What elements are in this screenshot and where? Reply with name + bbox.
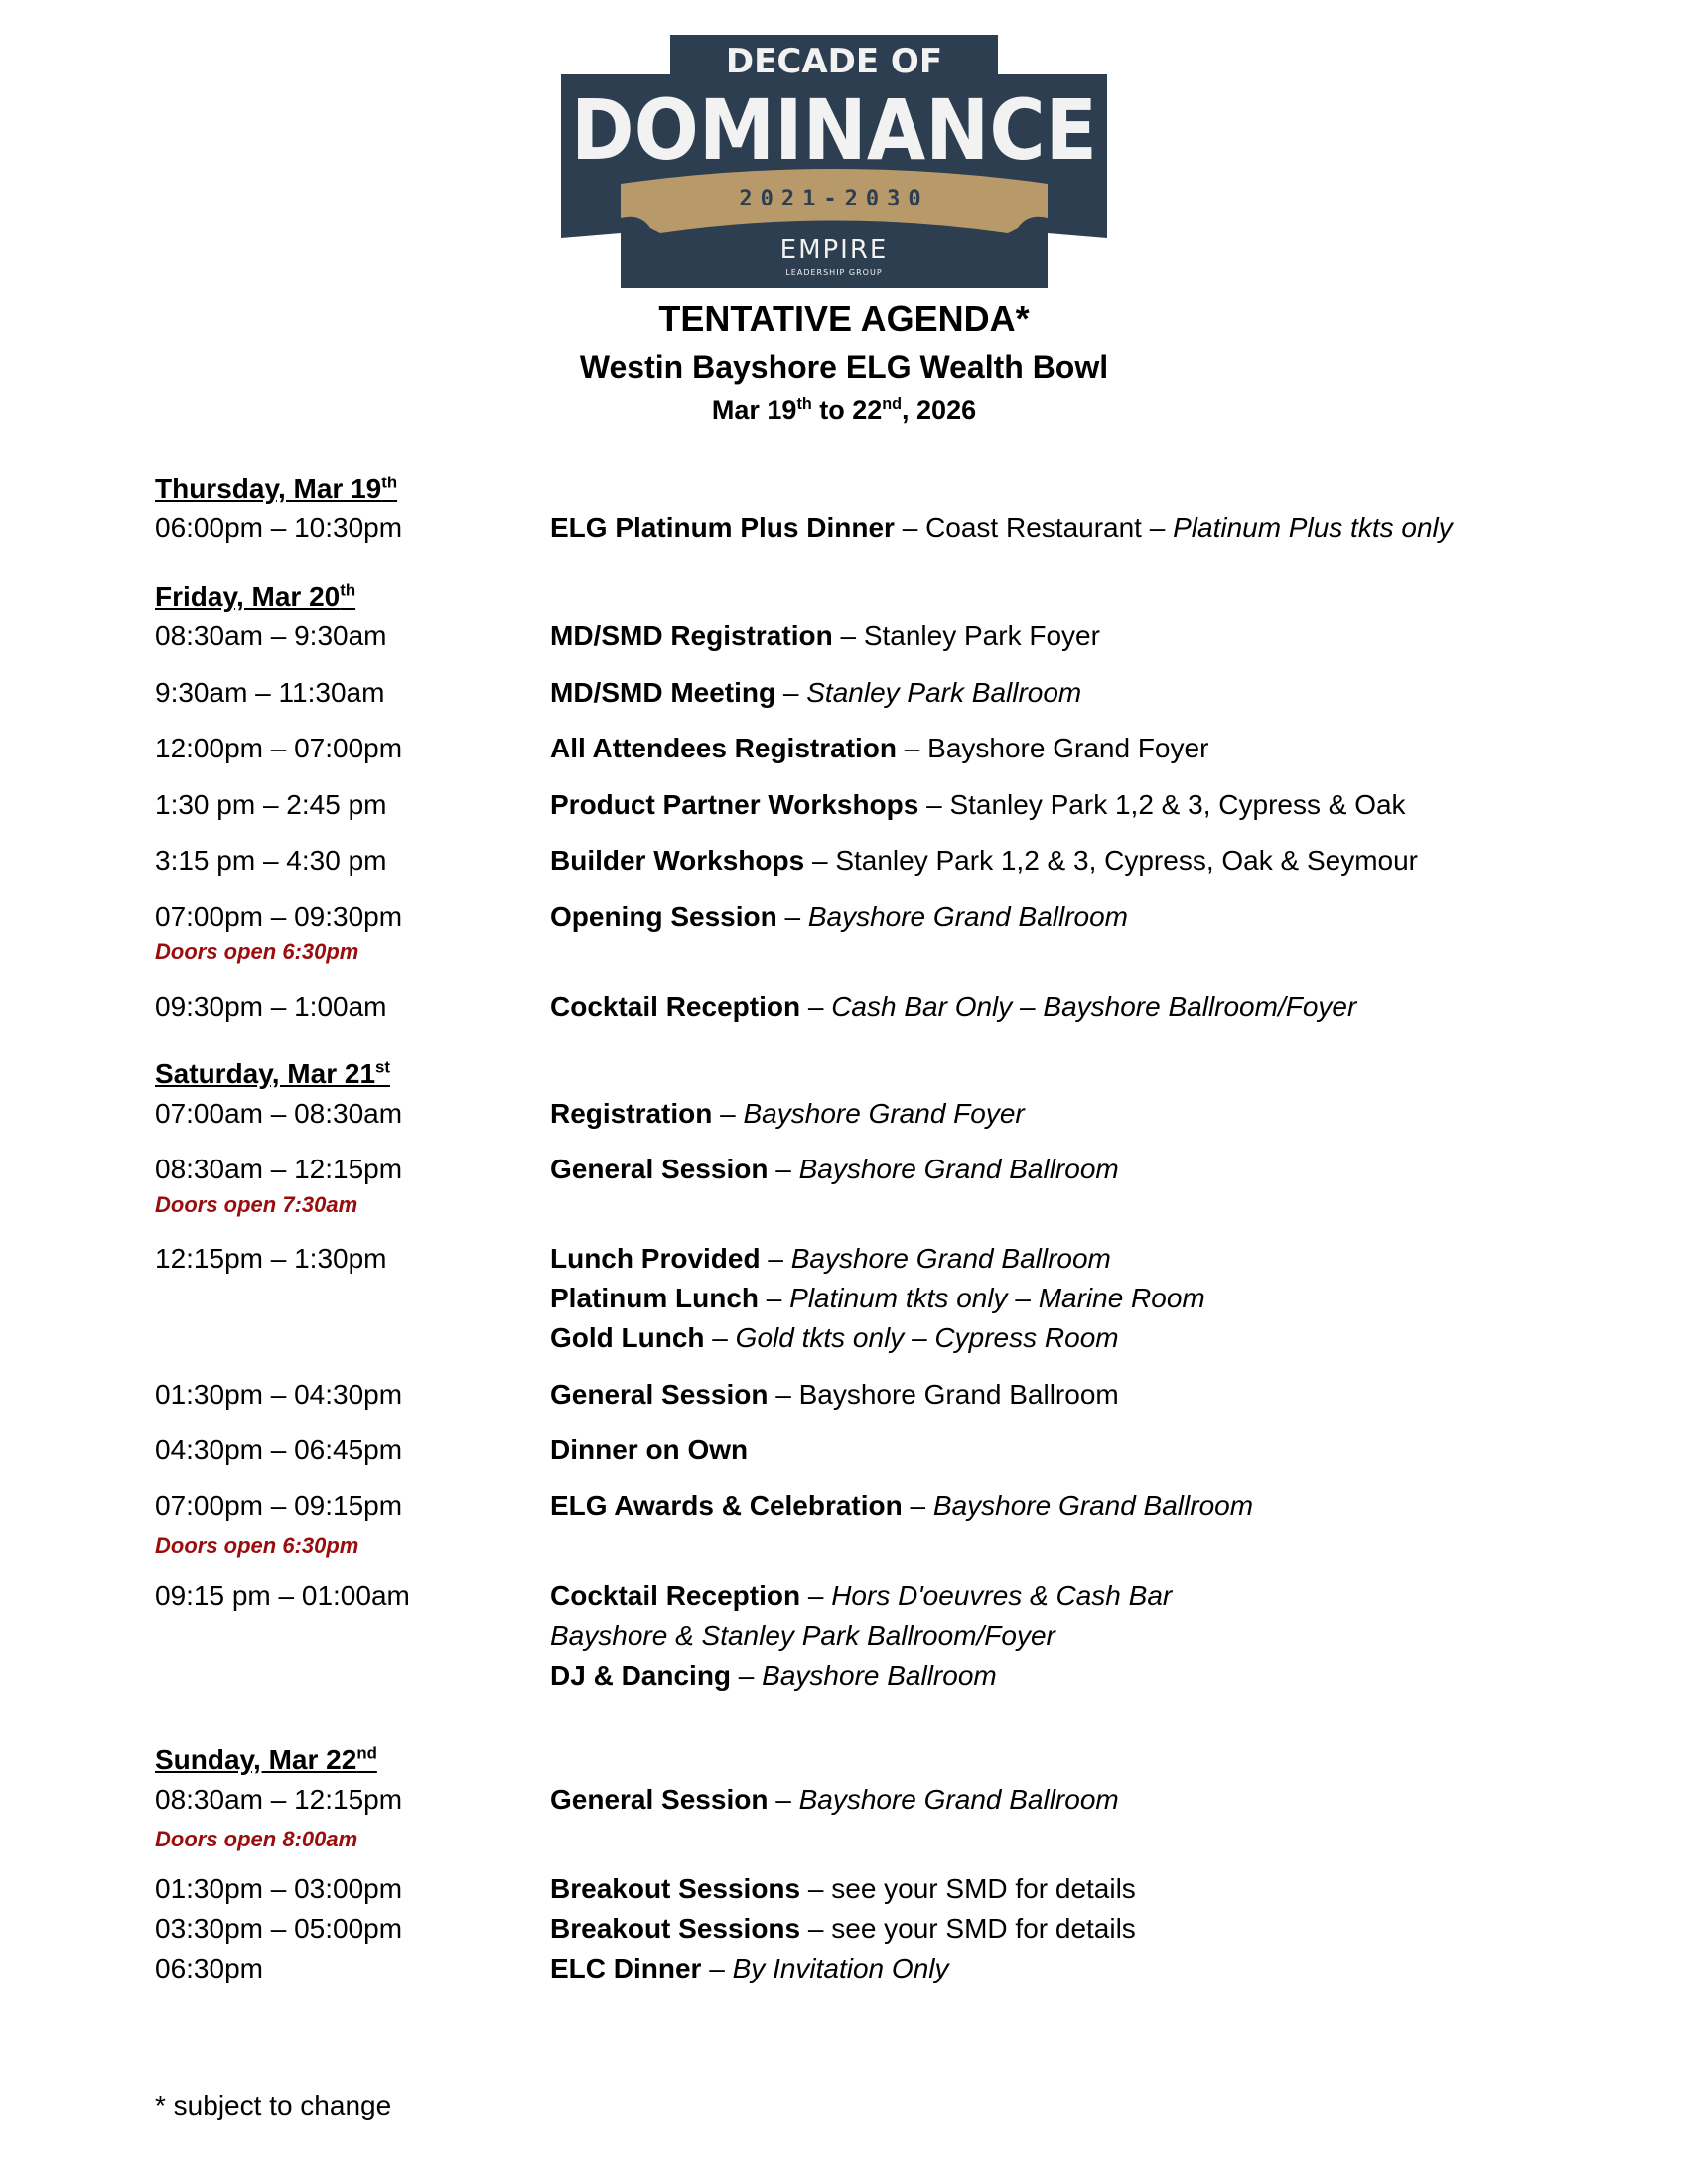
doors-open-note: Doors open 6:30pm [155,939,359,964]
event-detail: Hors D'oeuvres & Cash Bar [831,1580,1173,1611]
event-name: MD/SMD Registration [550,620,833,651]
logo-line1: DECADE OF [725,42,943,81]
event-dates: Mar 19th to 22nd, 2026 [711,395,977,425]
event-name: Platinum Lunch [550,1283,759,1313]
event-name: Registration [550,1098,713,1129]
agenda-time: 04:30pm – 06:45pm [155,1434,403,1465]
event-name: All Attendees Registration [550,733,898,763]
event-name: Dinner on Own [550,1434,749,1465]
agenda-time: 09:15 pm – 01:00am [155,1580,410,1611]
agenda-description [550,901,1128,933]
event-detail: – [712,1098,744,1129]
logo-brand: EMPIRE [779,235,889,265]
event-name: MD/SMD Meeting [550,677,776,708]
agenda-time: 12:00pm – 07:00pm [155,733,403,763]
event-detail: Gold tkts only – Cypress Room [735,1322,1119,1353]
event-name: ELG Awards & Celebration [550,1490,903,1521]
event-detail: – Bayshore Grand Ballroom [768,1379,1119,1410]
event-detail: – [701,1953,733,1983]
day-header-thursday: Thursday, Mar 19th [155,473,398,504]
agenda-description [550,1620,1055,1652]
event-name: DJ & Dancing [550,1660,732,1691]
agenda-time: 07:00pm – 09:30pm [155,901,403,932]
logo-line2: DOMINANCE [571,81,1097,179]
doors-open-note: Doors open 8:00am [155,1827,358,1851]
event-detail: – Stanley Park Foyer [832,620,1100,651]
event-detail: – Stanley Park 1,2 & 3, Cypress, Oak & Seymour [804,845,1419,876]
agenda-description [550,1953,948,1984]
agenda-time: 06:30pm [155,1953,263,1983]
doors-open-note: Doors open 6:30pm [155,1533,359,1558]
agenda-description [550,1913,1136,1945]
event-name: Lunch Provided [550,1243,761,1274]
doors-open-note: Doors open 7:30am [155,1192,358,1217]
event-detail: Bayshore Grand Ballroom [807,901,1128,932]
event-detail: Platinum Plus tkts only [1173,512,1453,543]
agenda-description [550,1322,1119,1354]
agenda-description [550,991,1356,1023]
agenda-time: 08:30am – 9:30am [155,620,387,651]
agenda-description [550,1490,1253,1522]
agenda-time: 03:30pm – 05:00pm [155,1913,403,1944]
event-name: Breakout Sessions [550,1913,801,1944]
event-name: General Session [550,1154,769,1184]
event-detail: – [768,1784,799,1815]
agenda-time: 08:30am – 12:15pm [155,1784,403,1815]
event-detail: Stanley Park Ballroom [806,677,1082,708]
agenda-time: 06:00pm – 10:30pm [155,512,403,543]
agenda-description [550,1873,1136,1905]
agenda-description [550,512,1453,544]
event-detail: Bayshore Ballroom [762,1660,997,1691]
decade-of-dominance-logo [551,35,1117,288]
event-name: Gold Lunch [550,1322,705,1353]
agenda-description [550,1784,1119,1816]
agenda-description [550,1434,748,1466]
agenda-time: 01:30pm – 03:00pm [155,1873,403,1904]
agenda-description [550,1154,1119,1185]
event-name: Breakout Sessions [550,1873,801,1904]
event-name: General Session [550,1379,769,1410]
event-name: Opening Session [550,901,777,932]
agenda-description [550,733,1208,764]
event-detail: – Bayshore Grand Foyer [897,733,1209,763]
event-detail: By Invitation Only [732,1953,949,1983]
event-name: ELC Dinner [550,1953,702,1983]
agenda-description [550,620,1100,652]
agenda-description [550,1379,1119,1411]
agenda-time: 07:00pm – 09:15pm [155,1490,403,1521]
event-detail: – Stanley Park 1,2 & 3, Cypress & Oak [918,789,1406,820]
agenda-time: 9:30am – 11:30am [155,677,385,708]
event-detail: – [759,1283,790,1313]
agenda-description [550,1580,1172,1612]
event-detail: – [760,1243,791,1274]
event-name: Builder Workshops [550,845,805,876]
agenda-description [550,1283,1205,1314]
agenda-time: 01:30pm – 04:30pm [155,1379,403,1410]
event-name: Cocktail Reception [550,1580,801,1611]
logo-years: 2021-2030 [739,187,929,211]
event-detail: – [800,1580,832,1611]
event-detail: – Coast Restaurant – [894,512,1174,543]
event-name: General Session [550,1784,769,1815]
event-detail: Bayshore Grand Ballroom [798,1154,1119,1184]
agenda-description [550,1243,1111,1275]
event-detail: Bayshore Grand Foyer [743,1098,1025,1129]
event-detail: Bayshore Grand Ballroom [790,1243,1111,1274]
agenda-description [550,845,1418,877]
day-header-sunday: Sunday, Mar 22nd [155,1743,377,1775]
event-detail: Bayshore & Stanley Park Ballroom/Foyer [550,1620,1055,1651]
event-detail: Bayshore Grand Ballroom [932,1490,1254,1521]
event-detail: Cash Bar Only – Bayshore Ballroom/Foyer [831,991,1357,1022]
event-name: Cocktail Reception [550,991,801,1022]
agenda-description [550,789,1406,821]
event-detail: – [704,1322,736,1353]
agenda-time: 12:15pm – 1:30pm [155,1243,387,1274]
event-detail: – [775,677,807,708]
page-title: TENTATIVE AGENDA* [658,298,1030,339]
agenda-time: 07:00am – 08:30am [155,1098,403,1129]
event-detail: – see your SMD for details [800,1873,1136,1904]
event-detail: – see your SMD for details [800,1913,1136,1944]
agenda-description [550,677,1081,709]
event-detail: – [768,1154,799,1184]
event-detail: – [776,901,808,932]
event-name: ELG Platinum Plus Dinner [550,512,895,543]
day-header-saturday: Saturday, Mar 21st [155,1057,390,1089]
event-subtitle: Westin Bayshore ELG Wealth Bowl [579,349,1109,385]
agenda-description [550,1098,1025,1130]
event-detail: – [902,1490,933,1521]
event-detail: Bayshore Grand Ballroom [798,1784,1119,1815]
agenda-time: 08:30am – 12:15pm [155,1154,403,1184]
agenda-time: 1:30 pm – 2:45 pm [155,789,387,820]
event-detail: – [731,1660,763,1691]
event-detail: – [800,991,832,1022]
day-header-friday: Friday, Mar 20th [155,580,356,612]
agenda-time: 09:30pm – 1:00am [155,991,387,1022]
agenda-description [550,1660,997,1692]
event-name: Product Partner Workshops [550,789,919,820]
footnote: * subject to change [155,2090,392,2120]
logo-tagline: LEADERSHIP GROUP [785,268,883,277]
event-detail: Platinum tkts only – Marine Room [789,1283,1205,1313]
agenda-time: 3:15 pm – 4:30 pm [155,845,387,876]
